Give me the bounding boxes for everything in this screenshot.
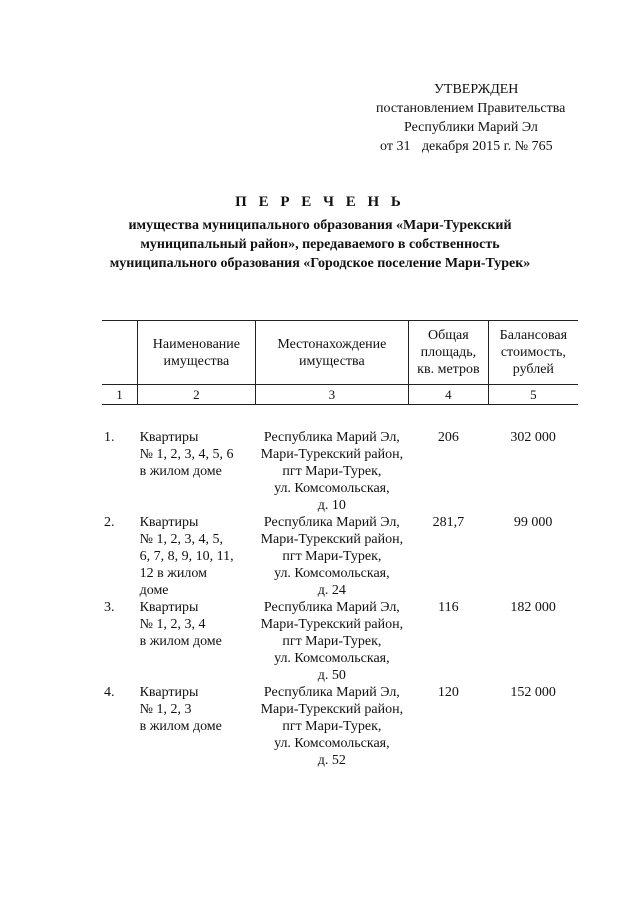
row-number: 1. bbox=[104, 430, 115, 445]
column-number: 1 bbox=[102, 385, 138, 405]
row-location: Республика Марий Эл, Мари-Турекский район, пгт Мари-Турек, ул. Комсомольская, д. 50 bbox=[260, 600, 404, 683]
row-name: Квартиры № 1, 2, 3, 4, 5, 6, 7, 8, 9, 10, 11, 12 в жилом доме bbox=[139, 515, 234, 598]
approval-block bbox=[360, 80, 620, 156]
document-subtitle: имущества муниципального образования «Мари-Турекский муниципальный район», передаваемого в собственность муниципального образования «Городское поселение Мари-Турек» bbox=[109, 218, 531, 271]
row-value: 152 000 bbox=[510, 685, 556, 700]
row-number: 2. bbox=[104, 515, 115, 530]
row-area: 116 bbox=[438, 600, 459, 615]
row-location: Республика Марий Эл, Мари-Турекский район, пгт Мари-Турек, ул. Комсомольская, д. 24 bbox=[260, 515, 404, 598]
row-name: Квартиры № 1, 2, 3, 4 в жилом доме bbox=[139, 600, 222, 649]
header-area: Общая площадь, кв. метров bbox=[409, 321, 489, 385]
column-number: 2 bbox=[138, 385, 256, 405]
approval-date-prefix: от bbox=[380, 139, 393, 154]
row-area: 281,7 bbox=[432, 515, 465, 530]
approval-title: УТВЕРЖДЕН bbox=[434, 82, 519, 97]
document-title: П Е Р Е Ч Е Н Ь bbox=[235, 194, 405, 210]
header-location: Местонахождение имущества bbox=[255, 321, 408, 385]
approval-line-1: постановлением Правительства bbox=[376, 101, 566, 116]
column-number: 3 bbox=[255, 385, 408, 405]
row-value: 182 000 bbox=[510, 600, 556, 615]
header-value: Балансовая стоимость, рублей bbox=[488, 321, 578, 385]
column-number: 5 bbox=[488, 385, 578, 405]
header-number bbox=[102, 321, 138, 385]
header-name: Наименование имущества bbox=[138, 321, 256, 385]
row-location: Республика Марий Эл, Мари-Турекский район, пгт Мари-Турек, ул. Комсомольская, д. 10 bbox=[260, 430, 404, 513]
row-location: Республика Марий Эл, Мари-Турекский район, пгт Мари-Турек, ул. Комсомольская, д. 52 bbox=[260, 685, 404, 768]
approval-line-3 bbox=[360, 137, 620, 156]
column-number: 4 bbox=[409, 385, 489, 405]
table-header-row bbox=[102, 321, 578, 385]
table-row bbox=[102, 514, 578, 599]
row-value: 302 000 bbox=[510, 430, 556, 445]
row-value: 99 000 bbox=[513, 515, 553, 530]
table-row bbox=[102, 684, 578, 769]
row-name: Квартиры № 1, 2, 3, 4, 5, 6 в жилом доме bbox=[139, 430, 234, 479]
row-area: 206 bbox=[437, 430, 459, 445]
row-number: 3. bbox=[104, 600, 115, 615]
row-number: 4. bbox=[104, 685, 115, 700]
approval-line-2: Республики Марий Эл bbox=[404, 120, 538, 135]
row-area: 120 bbox=[437, 685, 459, 700]
column-number-row bbox=[102, 385, 578, 405]
approval-date-rest: декабря 2015 г. № 765 bbox=[421, 139, 553, 154]
row-name: Квартиры № 1, 2, 3 в жилом доме bbox=[139, 685, 222, 734]
table-row bbox=[102, 599, 578, 684]
table-row bbox=[102, 429, 578, 514]
approval-date-day: 31 bbox=[396, 139, 411, 154]
property-table bbox=[102, 320, 578, 769]
